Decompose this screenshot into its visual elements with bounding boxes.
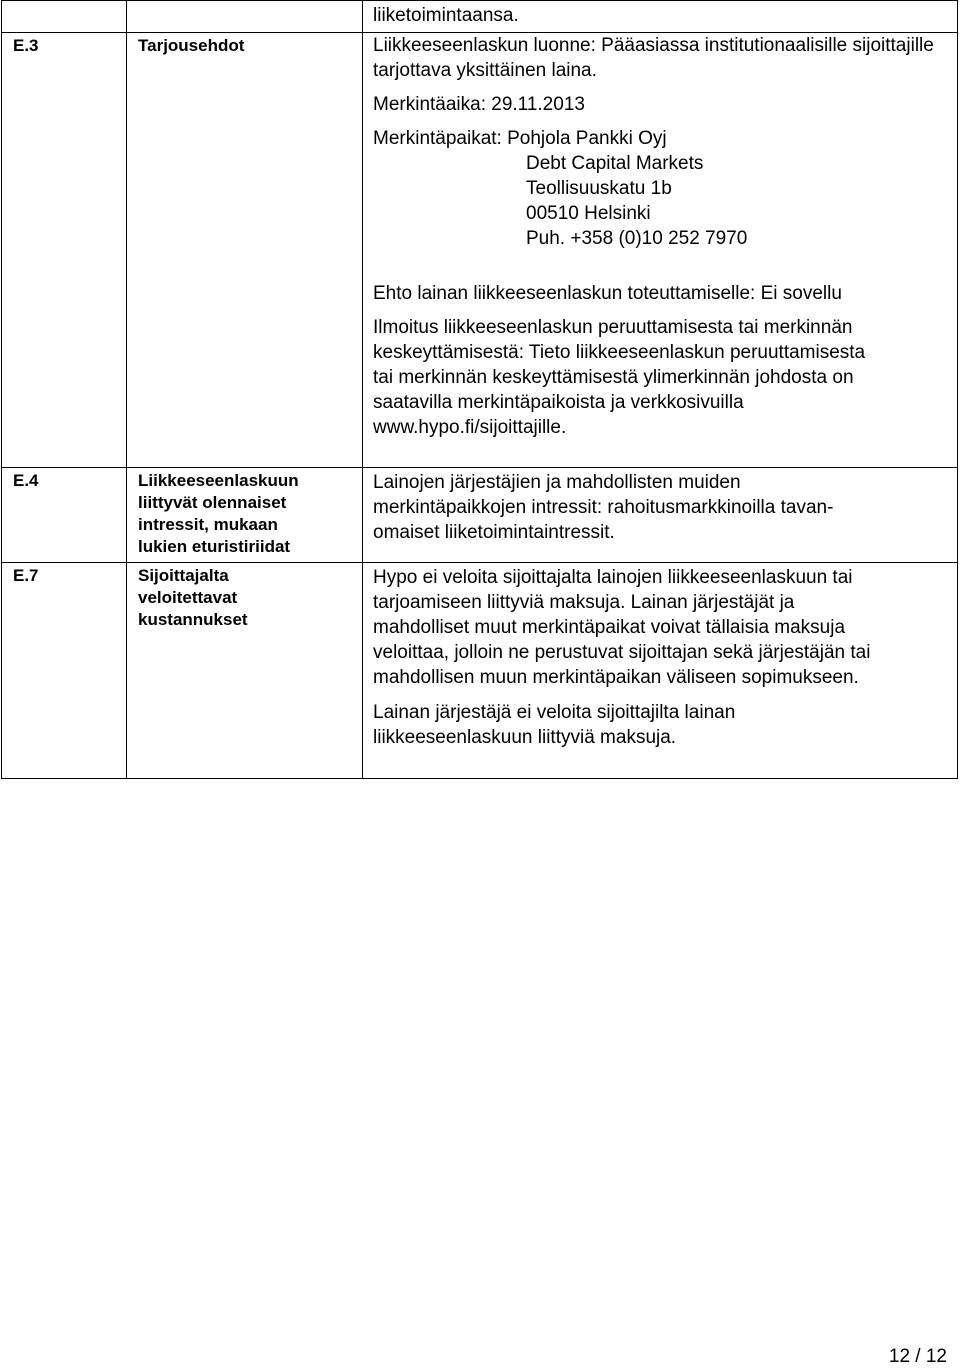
body-cell (363, 468, 958, 563)
table-row-e7 (2, 563, 958, 779)
continuation-text: liiketoimintaansa. (373, 5, 519, 26)
kustannukset-paragraph-1: Hypo ei veloita sijoittajalta lainojen liikkeeseenlaskuun tai tarjoamiseen liittyviä maksuja. Lainan järjestäjät ja mahdolliset muut merkintäpaikat voivat tällaisia maksuja veloittaa, jolloin ne perustuvat sijoittajan sekä järjestäjän tai mahdollisen muun merkintäpaikan väliseen sopimukseen. (373, 567, 871, 688)
code-cell (2, 33, 127, 468)
section-code: E.4 (13, 471, 39, 490)
section-heading: Liikkeeseenlaskuun liittyvät olennaiset intressit, mukaan lukien eturistiriidat (138, 471, 299, 556)
code-cell (2, 1, 127, 33)
merkintapaikat-line: Teollisuuskatu 1b (526, 178, 672, 199)
ilmoitus-text: Ilmoitus liikkeeseenlaskun peruuttamisesta tai merkinnän keskeyttämisestä: Tieto liikkeeseenlaskun peruuttamisesta tai merkinnän keskeyttämisestä ylimerkinnän johdosta on saatavilla merkintäpaikoista ja verkkosivuilla www.hypo.fi/sijoittajille. (373, 315, 947, 440)
body-cell (363, 1, 958, 33)
merkintapaikat-label: Merkintäpaikat: (373, 128, 508, 149)
table-row-e4 (2, 468, 958, 563)
heading-cell (127, 1, 363, 33)
merkintaaika-text: Merkintäaika: 29.11.2013 (373, 94, 585, 115)
kustannukset-paragraph-2: Lainan järjestäjä ei veloita sijoittajilta lainan liikkeeseenlaskuun liittyviä maksuja. (373, 702, 736, 748)
merkintapaikat-block (373, 126, 947, 251)
heading-cell (127, 33, 363, 468)
ehto-text: Ehto lainan liikkeeseenlaskun toteuttamiselle: Ei sovellu (373, 283, 842, 304)
body-cell (363, 563, 958, 779)
heading-cell (127, 563, 363, 779)
code-cell (2, 563, 127, 779)
table-row-e3 (2, 33, 958, 468)
summary-table (1, 0, 958, 779)
section-heading: Sijoittajalta veloitettavat kustannukset (138, 566, 248, 629)
code-cell (2, 468, 127, 563)
intressit-text: Lainojen järjestäjien ja mahdollisten muiden merkintäpaikkojen intressit: rahoitusmarkkinoilla tavan- omaiset liiketoimintaintressit. (373, 472, 834, 543)
heading-cell (127, 468, 363, 563)
merkintapaikat-line: Puh. +358 (0)10 252 7970 (526, 228, 748, 249)
merkintapaikat-line: Pohjola Pankki Oyj (507, 128, 667, 149)
section-code: E.3 (13, 36, 39, 55)
page-number: 12 / 12 (888, 1346, 947, 1367)
merkintapaikat-line: 00510 Helsinki (526, 203, 651, 224)
section-code: E.7 (13, 566, 39, 585)
luonne-text: Liikkeeseenlaskun luonne: Pääasiassa institutionaalisille sijoittajille tarjottava yksittäinen laina. (373, 35, 934, 81)
website-link-text: www.hypo.fi/sijoittajille. (373, 417, 567, 438)
merkintapaikat-line: Debt Capital Markets (526, 153, 704, 174)
body-cell (363, 33, 958, 468)
section-heading: Tarjousehdot (138, 36, 245, 55)
table-row (2, 1, 958, 33)
